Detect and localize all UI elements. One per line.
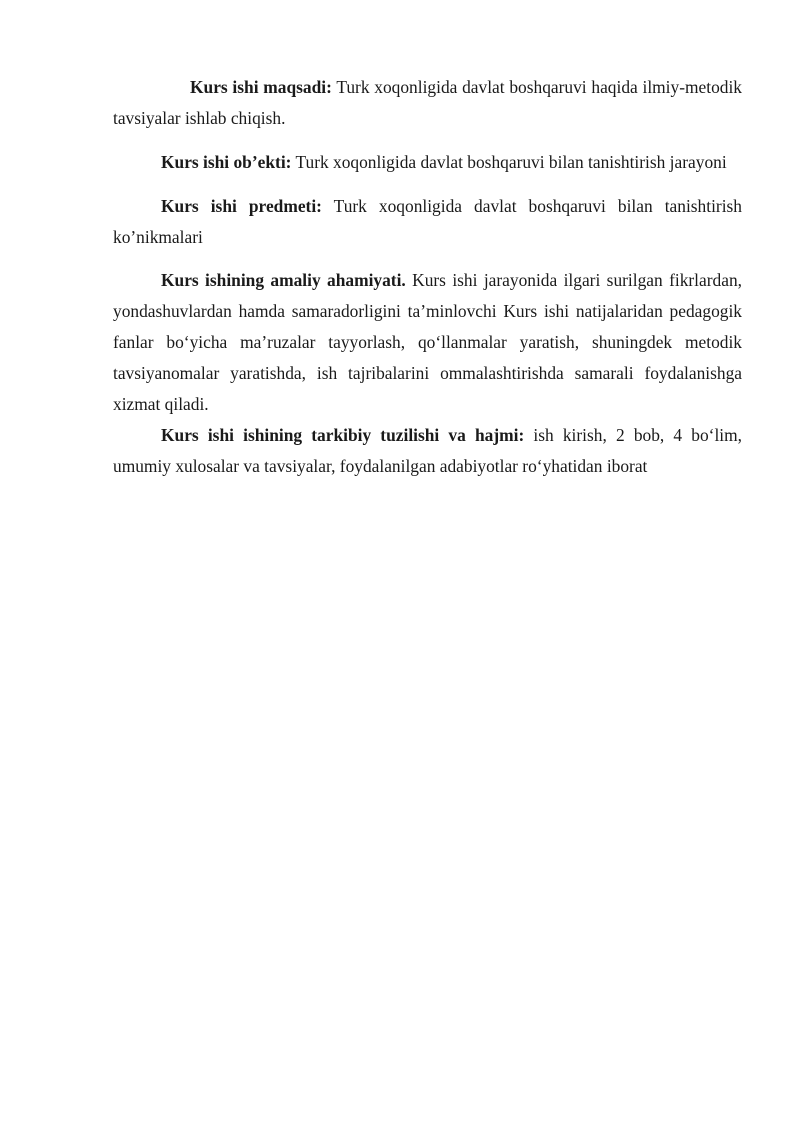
paragraph-significance-text: Kurs ishi jarayonida ilgari surilgan fikrlardan, yondashuvlardan hamda samaradorligini ta’minlovchi Kurs ishi natijalaridan pedagogik fanlar bo‘yicha ma’ruzalar tayyorlash, qo‘llanmalar yaratish, shuningdek metodik tavsiyanomalar yaratishda, ish tajribalarini ommalashtirishda samarali foydalanishga xizmat qiladi. [113,270,742,414]
paragraph-subject [113,191,742,253]
paragraph-significance [113,265,742,420]
paragraph-object-heading: Kurs ishi ob’ekti: [161,152,292,172]
paragraph-significance-heading: Kurs ishining amaliy ahamiyati. [161,270,406,290]
paragraph-object-text: Turk xoqonligida davlat boshqaruvi bilan tanishtirish jarayoni [291,152,727,172]
document-page [113,72,742,482]
paragraph-object [113,147,742,178]
paragraph-structure-heading: Kurs ishi ishining tarkibiy tuzilishi va hajmi: [161,425,525,445]
paragraph-goal-text: Turk xoqonligida davlat boshqaruvi haqida ilmiy-metodik tavsiyalar ishlab chiqish. [113,77,742,128]
paragraph-subject-text: Turk xoqonligida davlat boshqaruvi bilan tanishtirish ko’nikmalari [113,196,742,247]
paragraph-subject-heading: Kurs ishi predmeti: [161,196,322,216]
paragraph-goal-heading: Kurs ishi maqsadi: [190,77,332,97]
paragraph-structure-text: ish kirish, 2 bob, 4 bo‘lim, umumiy xulosalar va tavsiyalar, foydalanilgan adabiyotlar ro‘yhatidan iborat [113,425,742,476]
paragraph-structure [113,420,742,482]
paragraph-goal [113,72,742,134]
